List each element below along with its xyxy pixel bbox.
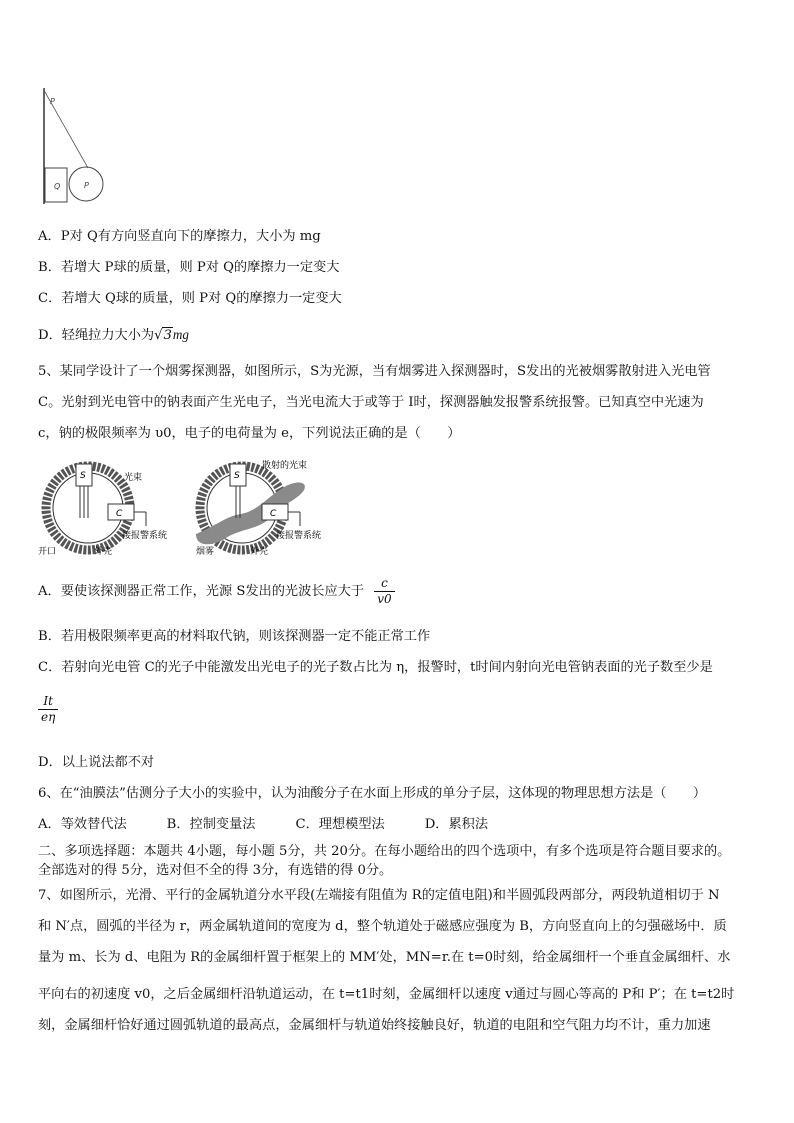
label-alarm-right: 接报警系统 xyxy=(276,531,322,541)
q5-stem-line3: c，钠的极限频率为 υ0，电子的电荷量为 e，下列说法正确的是（ ） xyxy=(38,426,461,441)
q6-option-a: A．等效替代法 xyxy=(38,817,127,832)
label-left-c: C xyxy=(116,509,123,519)
q6-option-c: C．理想模型法 xyxy=(295,817,385,832)
section-2-heading-line1: 二、多项选择题：本题共 4小题，每小题 5分，共 20分。在每小题给出的四个选项中，有多个选项是符合题目要求的。 xyxy=(38,844,731,859)
section-2-heading-line2: 全部选对的得 5分，选对但不全的得 3分，有选错的得 0分。 xyxy=(38,863,393,878)
q5-stem-line2: C。光射到光电管中的钠表面产生光电子，当光电流大于或等于 I时，探测器触发报警系统报警。已知真空中光速为 xyxy=(38,395,704,410)
detector-left xyxy=(38,464,167,557)
label-smoke: 烟雾 xyxy=(196,547,215,557)
q7-stem-line3: 量为 m、长为 d、电阻为 R的金属细杆置于框架上的 MM′处，MN=r.在 t=0时刻，给金属细杆一个垂直金属细杆、水 xyxy=(38,950,731,965)
fraction-c-over-v0 xyxy=(374,576,394,607)
q7-stem-line5: 刻，金属细杆恰好通过圆弧轨道的最高点，金属细杆与轨道始终接触良好，轨道的电阻和空气阻力均不计，重力加速 xyxy=(38,1018,711,1033)
q6-stem: 6、在“油膜法”估测分子大小的实验中，认为油酸分子在水面上形成的单分子层，这体现的物理思想方法是（ ） xyxy=(38,786,707,801)
label-left-s: S xyxy=(80,471,86,481)
sqrt-expr: √3 xyxy=(154,328,172,343)
q4-option-a: A．P对 Q有方向竖直向下的摩擦力，大小为 mg xyxy=(38,229,321,244)
label-alarm-left: 接报警系统 xyxy=(122,531,168,541)
q6-options xyxy=(38,816,528,834)
label-right-c: C xyxy=(270,509,277,519)
fraction-It-over-e-eta xyxy=(38,694,58,725)
q6-option-b: B．控制变量法 xyxy=(166,817,256,832)
q5-option-c-fraction xyxy=(38,694,58,725)
label-shell-left: 外壳 xyxy=(94,547,113,557)
q4-option-b: B．若增大 P球的质量，则 P对 Q的摩擦力一定变大 xyxy=(38,260,340,275)
q5-option-a xyxy=(38,576,395,607)
fraction-denominator: v0 xyxy=(374,591,394,607)
q6-option-d: D．累积法 xyxy=(424,817,489,832)
q4-option-c: C．若增大 Q球的质量，则 P对 Q的摩擦力一定变大 xyxy=(38,291,342,306)
q4-d-prefix: D．轻绳拉力大小为 xyxy=(38,328,155,343)
label-right-s: S xyxy=(234,471,240,481)
sqrt-radicand: 3 xyxy=(163,328,172,343)
label-beam: 光束 xyxy=(124,473,143,483)
label-shell-right: 外壳 xyxy=(250,547,269,557)
q4-option-d xyxy=(38,326,189,345)
q5-a-text: A．要使该探测器正常工作，光源 S发出的光波长应大于 xyxy=(38,584,365,599)
detector-right xyxy=(196,459,321,557)
label-p-top: P xyxy=(50,97,55,106)
fraction-numerator: c xyxy=(381,576,388,590)
q4-d-suffix: mg xyxy=(172,327,189,342)
fraction-numerator: It xyxy=(43,694,53,708)
label-opening: 开口 xyxy=(38,547,57,557)
label-scatter: 散射的光束 xyxy=(262,461,308,471)
q7-stem-line1: 7、如图所示，光滑、平行的金属轨道分水平段(左端接有阻值为 R的定值电阻)和半圆弧段两部分，两段轨道相切于 N xyxy=(38,888,720,903)
fraction-denominator: eη xyxy=(38,709,58,725)
q5-stem-line1: 5、某同学设计了一个烟雾探测器，如图所示，S为光源，当有烟雾进入探测器时，S发出的光被烟雾散射进入光电管 xyxy=(38,364,711,379)
q7-stem-line4: 平向右的初速度 v0，之后金属细杆沿轨道运动，在 t=t1时刻，金属细杆以速度 v通过与圆心等高的 P和 P′；在 t=t2时 xyxy=(38,987,735,1002)
q5-option-c: C．若射向光电管 C的光子中能激发出光电子的光子数占比为 η，报警时，t时间内射向光电管钠表面的光子数至少是 xyxy=(38,660,713,675)
figure-q5 xyxy=(36,456,336,560)
figure-q4 xyxy=(36,86,116,210)
q5-option-b: B．若用极限频率更高的材料取代钠，则该探测器一定不能正常工作 xyxy=(38,629,431,644)
label-q: Q xyxy=(54,182,61,191)
label-p-ball: P xyxy=(84,181,89,190)
q7-stem-line2: 和 N′点，圆弧的半径为 r，两金属轨道间的宽度为 d，整个轨道处于磁感应强度为 B，方向竖直向上的匀强磁场中．质 xyxy=(38,919,727,934)
q5-option-d: D．以上说法都不对 xyxy=(38,755,155,770)
